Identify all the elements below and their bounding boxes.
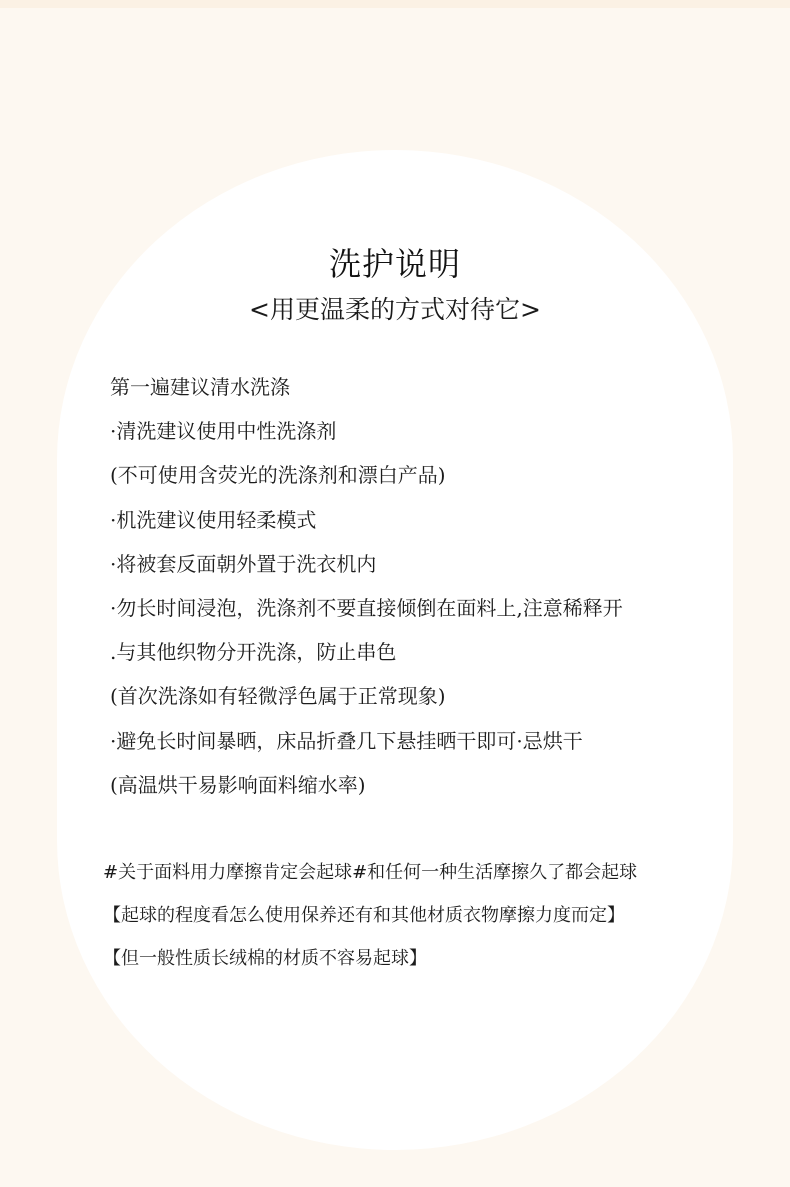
pilling-notes-list [103, 856, 723, 985]
instruction-line: ·将被套反面朝外置于洗衣机内 [110, 551, 377, 576]
instruction-line: (首次洗涤如有轻微浮色属于正常现象) [110, 684, 446, 709]
instruction-line: 第一遍建议清水洗涤 [110, 375, 290, 399]
note-line: #关于面料用力摩擦肯定会起球#和任何一种生活摩擦久了都会起球 [103, 862, 638, 883]
instruction-line: (高温烘干易影响面料缩水率) [110, 772, 366, 797]
care-instructions-list [110, 369, 710, 811]
page-subtitle: <用更温柔的方式对待它> [249, 295, 541, 324]
instruction-line: (不可使用含荧光的洗涤剂和漂白产品) [110, 463, 446, 488]
note-line: 【起球的程度看怎么使用保养还有和其他材质衣物摩擦力度而定】 [103, 905, 625, 926]
top-strip [0, 0, 790, 8]
instruction-line: ·避免长时间暴晒，床品折叠几下悬挂晒干即可·忌烘干 [110, 728, 583, 753]
instruction-line: ·清洗建议使用中性洗涤剂 [110, 419, 337, 444]
instruction-line: ·勿长时间浸泡，洗涤剂不要直接倾倒在面料上,注意稀释开 [110, 595, 623, 620]
instruction-line: ·机洗建议使用轻柔模式 [110, 507, 317, 532]
instruction-line: .与其他织物分开洗涤，防止串色 [110, 640, 397, 665]
page-title: 洗护说明 [328, 245, 461, 283]
note-line: 【但一般性质长绒棉的材质不容易起球】 [103, 948, 427, 969]
